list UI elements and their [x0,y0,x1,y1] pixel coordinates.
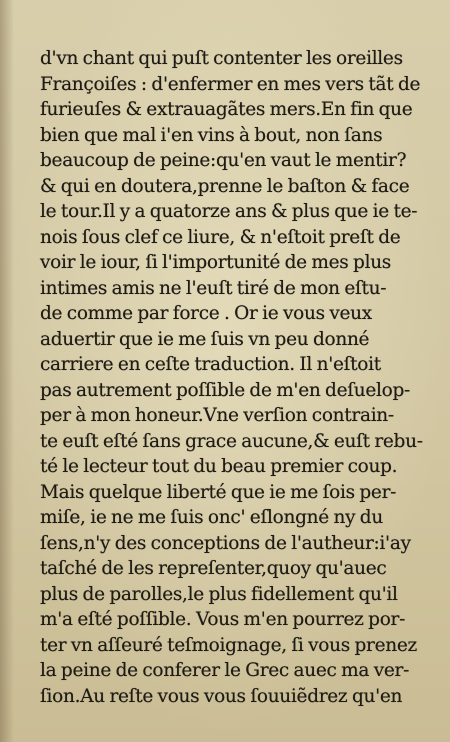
text-line: Françoiſes : d'enfermer en mes vers tãt de [40,73,421,95]
text-line: beaucoup de peine:qu'en vaut le mentir? [40,150,407,171]
text-line: ſens,n'y des conceptions de l'autheur:i'ay [40,532,411,554]
text-line: intimes amis ne l'euſt tiré de mon eſtu- [40,277,387,299]
text-line: miſe, ie ne me ſuis onc' eſlongné ny du [40,507,383,528]
text-line: per à mon honeur.Vne verſion contrain- [40,405,394,426]
page-gutter-shadow [0,0,14,742]
text-line: de comme par force . Or ie vous veux [40,303,372,324]
text-line: té le lecteur tout du beau premier coup. [40,456,398,477]
text-line: m'a eſté poſſible. Vous m'en pourrez por- [40,609,406,630]
text-line: & qui en doutera,prenne le baſton & face [40,175,410,197]
text-line: carriere en ceſte traduction. Il n'eſtoit [40,354,381,375]
body-text [40,46,425,709]
text-line: Mais quelque liberté que ie me ſois per- [40,481,397,503]
text-line: nois ſous clef ce liure, & n'eſtoit preſt de [40,226,401,248]
text-line: bien que mal i'en vins à bout, non ſans [40,124,383,146]
text-line: pas autrement poſſible de m'en deſuelop- [40,379,411,401]
text-line: le tour.Il y a quatorze ans & plus que ie te- [40,201,418,222]
text-line: aduertir que ie me ſuis vn peu donné [40,328,370,350]
text-line: la peine de conferer le Grec auec ma ver- [40,660,410,681]
text-line: ſion.Au reſte vous vous ſouuiẽdrez qu'en [40,685,403,707]
text-line: voir le iour, ſi l'importunité de mes plus [40,252,391,273]
text-line: d'vn chant qui puſt contenter les oreilles [40,48,403,69]
text-line: furieuſes & extrauagãtes mers.En fin que [40,99,413,120]
text-line: te euſt eſté ſans grace aucune,& euſt rebu- [40,430,423,452]
text-line: taſché de les repreſenter,quoy qu'auec [40,558,387,579]
text-line: plus de parolles,le plus fidellement qu'il [40,583,398,605]
text-line: ter vn aſſeuré teſmoignage, ſi vous prenez [40,634,417,656]
